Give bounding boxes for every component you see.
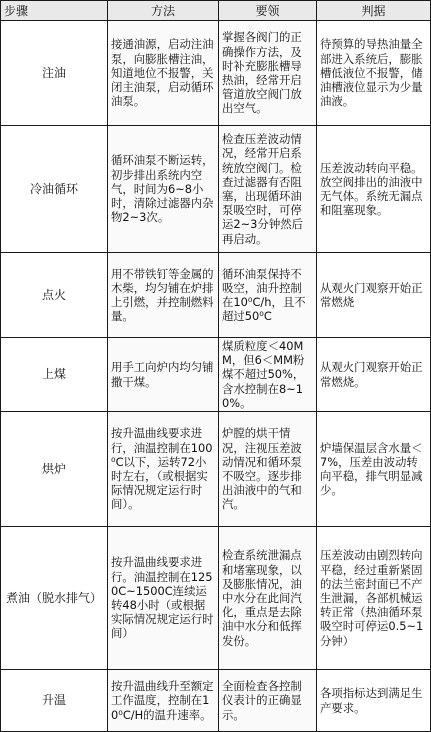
table-header [1,1,431,21]
table-row [1,527,431,670]
criteria-cell: 待预算的导热油量全部进入系统后，膨胀槽低液位不报警，储油槽液位显示为少量油液。 [317,21,431,126]
step-cell: 烘炉 [1,412,108,527]
key-points-cell: 循环油泵保持不吸空，油升控制在10⁰C/h，且不超过50⁰C [219,253,317,338]
method-cell: 接通油源，启动注油泵，向膨胀槽注油，知道地位不报警，关闭主油泵，启动循环油泵。 [108,21,219,126]
method-cell: 按升温曲线要求进行，油温控制在100⁰C以下，运转72小时左右，（或根据实际情况规定运行时间）。 [108,412,219,527]
method-cell: 用不带铁钉等金属的木柴，均匀铺在炉排上引燃，并控制燃料量。 [108,253,219,338]
table-row [1,412,431,527]
key-points-cell: 检查压差波动情况，经常开启系统放空阀门。检查过滤器有否阻塞，出现循环油泵吸空时，可停运2~3分钟然后再启动。 [219,126,317,253]
key-points-cell: 检查系统泄漏点和堵塞现象，以及膨胀情况，油中水分在此间汽化，重点是去除油中水分和低挥发份。 [219,527,317,670]
key-points-cell: 掌握各阀门的正确操作方法，及时补充膨胀槽导热油，经常开启管道放空阀门放出空气。 [219,21,317,126]
criteria-cell: 压差波动转向平稳。放空阀排出的油液中无气体。系统无漏点和阻塞现象。 [317,126,431,253]
key-points-cell: 煤质粒度＜40MM，但6＜MM粉煤不超过50%，含水控制在8~10%。 [219,338,317,412]
step-cell: 冷油循环 [1,126,108,253]
step-cell: 注油 [1,21,108,126]
header-row [1,1,431,21]
method-cell: 按升温曲线要求进行。油温控制在1250C~1500C连续运转48小时（或根据实际情况规定运行时间） [108,527,219,670]
table-row [1,253,431,338]
header-key-points: 要领 [219,1,317,21]
criteria-cell: 各项指标达到满足生产要求。 [317,670,431,732]
key-points-cell: 炉膛的烘干情况，注视压差波动情况和循环泵不吸空。逐步排出油液中的气和汽。 [219,412,317,527]
step-cell: 升温 [1,670,108,732]
table-row [1,126,431,253]
header-criteria: 判据 [317,1,431,21]
header-method: 方法 [108,1,219,21]
step-cell: 点火 [1,253,108,338]
step-cell: 上煤 [1,338,108,412]
criteria-cell: 炉墙保温层含水量＜7%，压差由波动转向平稳，排气明显减少。 [317,412,431,527]
criteria-cell: 从观火门观察开始正常燃烧。 [317,338,431,412]
method-cell: 按升温曲线升至额定工作温度，控制在10⁰C/H的温升速率。 [108,670,219,732]
key-points-cell: 全面检查各控制仪表计的正确显示。 [219,670,317,732]
table-body [1,21,431,732]
table-row [1,670,431,732]
step-cell: 煮油（脱水排气） [1,527,108,670]
criteria-cell: 压差波动由剧烈转向平稳，经过重新紧固的法兰密封面已不产生泄漏，各部机械运转正常（热油循环泵吸空时可停运0.5~1分钟） [317,527,431,670]
header-step: 步骤 [1,1,108,21]
method-cell: 循环油泵不断运转，初步排出系统内空气，时间为6~8小时，清除过滤器内杂物2~3次。 [108,126,219,253]
criteria-cell: 从观火门观察开始正常燃烧 [317,253,431,338]
table-row [1,21,431,126]
method-cell: 用手工向炉内均匀铺撒干煤。 [108,338,219,412]
table-row [1,338,431,412]
